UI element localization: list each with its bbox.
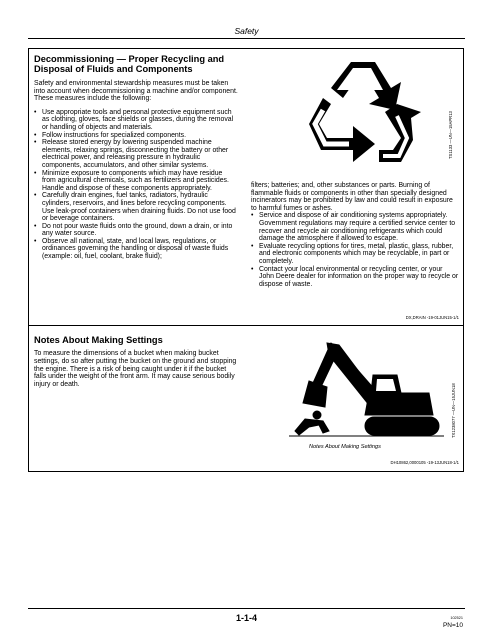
page-number: 1-1-4 [235,613,257,623]
settings-title: Notes About Making Settings [34,335,163,345]
excavator-crush-hazard-illustration [269,331,449,443]
decommissioning-right-column [251,182,459,288]
excavator-image-code: TX1238077 —UN—15JUN18 [451,383,456,438]
list-item: • Use appropriate tools and personal protective equipment such as clothing, gloves, face shields or glasses, during the removal or handling of objects and materials. [34,109,238,132]
list-item: • Contact your local environmental or recycling center, or your John Deere dealer for information on the proper way to recycle or dispose of waste. [251,266,459,289]
title-line-2: Disposal of Fluids and Components [34,64,193,74]
list-item: • Service and dispose of air conditioning systems appropriately. Government regulations may require a certified service center to recover and recycle air conditioning refrigerants which could damage the atmosphere if allowed to escape. [251,212,459,242]
settings-ref-code: DH10862,0000105 -19-13JUN18-1/1 [390,460,459,465]
list-item: • Do not pour waste fluids onto the ground, down a drain, or into any water source. [34,223,238,238]
illustration-caption: Notes About Making Settings [309,444,381,450]
footer-divider [28,608,465,609]
decommissioning-bullet-list-right [251,212,459,288]
list-item: • Evaluate recycling options for tires, metal, plastic, glass, rubber, and electronic components which may be recyclable, in part or completely. [251,243,459,266]
decommissioning-title [34,54,224,74]
decommissioning-left-column [34,80,238,261]
decommissioning-intro: Safety and environmental stewardship measures must be taken into account when decommissioning a machine and/or component. These measures include the following: [34,80,238,103]
decommissioning-section [28,48,464,326]
list-item: • Minimize exposure to components which may have residue from agricultural chemicals, such as fertilizers and pesticides. Handle and dispose of these components appropriately. [34,170,238,193]
list-item: • Follow instructions for specialized components. [34,132,238,140]
list-item: • Observe all national, state, and local laws, regulations, or ordinances governing the handling or disposal of waste fluids (example: oil, fuel, coolant, brake fluid); [34,238,238,261]
revision-small: 102521 [450,616,463,620]
list-item: • Release stored energy by lowering suspended machine elements, relaxing springs, disconnecting the battery or other electrical power, and releasing pressure in hydraulic components, accumulators, and other similar systems. [34,139,238,169]
settings-body: To measure the dimensions of a bucket when making bucket settings, do so after putting the bucket on the ground and stopping the engine. There is a risk of being caught under it if the bucket falls under the weight of the front arm. It may cause serious bodily injury or death. [34,350,237,389]
revision-label: PN=10 [442,622,463,629]
decommissioning-continuation: filters; batteries; and, other substances or parts. Burning of flammable fluids or components in other than specially designed incinerators may be prohibited by law and could result in exposure to harmful fumes or ashes. [251,182,453,212]
page-header-section: Safety [234,26,259,36]
recycle-image-code: TS1133 —UN—15APR13 [448,111,453,159]
list-item: • Carefully drain engines, fuel tanks, radiators, hydraulic cylinders, reservoirs, and lines before recycling components. Use leak-proof containers when draining fluids. Do not use food or beverage containers. [34,192,238,222]
header-divider [28,38,465,39]
decommissioning-bullet-list-left [34,109,238,261]
recycle-icon [279,54,449,179]
settings-section [28,326,464,472]
title-line-1: Decommissioning — Proper Recycling and [34,54,225,64]
revision-info [443,615,463,629]
decommissioning-ref-code: DX,DRAIN -19-01JUN15-1/1 [405,315,459,320]
